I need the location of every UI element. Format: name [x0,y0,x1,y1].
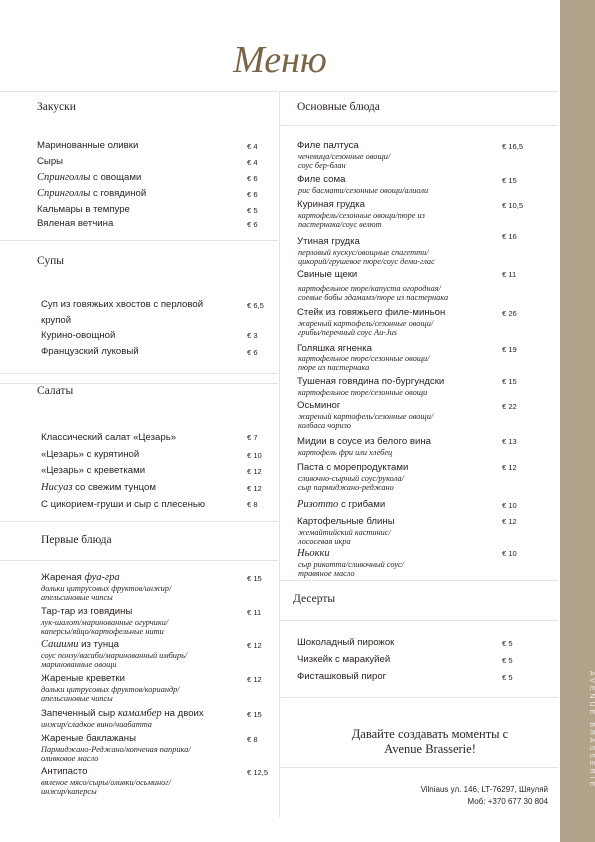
menu-item-price: € 10 [502,501,517,510]
menu-item-price: € 8 [247,735,258,744]
menu-item-price: € 7 [247,433,258,442]
menu-item: Ньокки [297,548,330,559]
menu-item-price: € 16 [502,232,517,241]
menu-item-price: € 11 [247,608,262,617]
menu-item-description: чечевица/сезонные овощи/ соус бер-блан [298,152,391,170]
page-title: Меню [233,39,327,81]
menu-item-description: жареный картофель/сезонные овощи/ грибы/перечный соус Au-Jus [298,319,434,337]
menu-item-price: € 6 [247,174,258,183]
phone: Моб: +370 677 30 804 [467,797,548,806]
menu-item-price: € 10,5 [502,201,524,210]
divider [0,373,278,374]
menu-item-price: € 6 [247,348,258,357]
divider [280,620,558,621]
menu-item-price: € 16,5 [502,142,524,151]
divider [0,91,278,92]
menu-item-price: € 15 [502,176,517,185]
menu-item-description: сливочно-сырный соус/рукола/ сыр пармиджано-реджано [298,474,404,492]
menu-item-description: картофельное пюре/сезонные овощи [298,388,428,397]
menu-item: Паста с морепродуктами [297,462,409,473]
menu-item-price: € 12 [247,675,262,684]
menu-item-description: инжир/сладкое вино/чиабатта [41,720,152,729]
menu-item: Шоколадный пирожок [297,637,395,648]
menu-item: Курино-овощной [41,330,116,341]
section-heading-mains: Основные блюда [297,101,380,113]
menu-item: Свиные щеки [297,269,358,280]
menu-item: Жареная фуа-гра [41,572,120,583]
menu-item-description: вяленое мясо/сыры/оливки/осьминог/ инжир/каперсы [41,778,171,796]
menu-item: Картофельные блины [297,516,395,527]
section-heading-desserts: Десерты [293,593,336,605]
menu-item: Мидии в соусе из белого вина [297,436,431,447]
menu-item-description: рис басмати/сезонные овощи/алиоли [298,186,429,195]
menu-item: Жареные баклажаны [41,733,136,744]
brand-vertical-text: AVENUE BRASSERIE [588,670,595,790]
menu-item: Спринголлы с говядиной [37,188,147,199]
divider [280,91,558,92]
menu-item-price: € 13 [502,437,517,446]
menu-item-price: € 5 [247,206,258,215]
menu-item: Фисташковый пирог [297,671,387,682]
menu-item: Утиная грудка [297,236,360,247]
menu-item: Ризотто с грибами [297,499,386,510]
menu-item: «Цезарь» с курятиной [41,449,140,460]
menu-item-price: € 10 [247,451,262,460]
menu-item: Запеченный сыр камамбер на двоих [41,708,204,719]
menu-item-price: € 12 [502,463,517,472]
menu-item-price: € 5 [502,673,513,682]
menu-item: Спринголлы с овощами [37,172,142,183]
divider [280,580,558,581]
menu-item-description: сыр рикотта/сливочный соус/ травяное масло [298,560,404,578]
menu-item: Классический салат «Цезарь» [41,432,177,443]
menu-item: Филе сома [297,174,346,185]
menu-item-description: картофель/сезонные овощи/пюре из пастернака/соус велют [298,211,425,229]
menu-item: Жареные креветки [41,673,125,684]
tagline: Давайте создавать моменты с Avenue Brasserie! [351,727,509,756]
column-divider [279,91,280,817]
section-heading-salads: Салаты [37,385,74,397]
menu-item-description: перловый кускус/овощные спагетти/ цикорий/грушевое пюре/соус деми-глас [298,248,435,266]
menu-item-price: € 15 [502,377,517,386]
divider [0,383,278,384]
divider [280,697,558,698]
menu-item: Осьминог [297,400,341,411]
menu-item: Антипасто [41,766,88,777]
menu-item: Филе палтуса [297,140,359,151]
menu-item-price: € 12 [247,467,262,476]
menu-item-price: € 12,5 [247,768,269,777]
menu-item: Маринованные оливки [37,140,139,151]
menu-item-price: € 26 [502,309,517,318]
menu-item: Сыры [37,156,64,167]
menu-item-description: дольки цитрусовых фруктов/инжир/ апельсиновые чипсы [41,584,172,602]
menu-item-price: € 11 [502,270,517,279]
menu-item-description: картофельное пюре/капуста огородная/ соевые бобы эдамамэ/пюре из пастернака [298,284,449,302]
menu-item-description: Пармиджано-Реджано/копченая паприка/ оливковое масло [41,745,191,763]
section-heading-starters: Закуски [37,101,76,113]
menu-item: Тар-тар из говядины [41,606,133,617]
menu-item-description: жареный картофель/сезонные овощи/ колбаса чоризо [298,412,434,430]
menu-item: Чизкейк с маракуйей [297,654,391,665]
menu-item-price: € 12 [502,517,517,526]
divider [280,125,558,126]
address: Vilniaus ул. 146, LT-76297, Шяуляй [420,785,548,794]
divider [0,521,278,522]
menu-item: Голяшка ягненка [297,343,372,354]
menu-item-description: картофельное пюре/сезонные овощи/ пюре из пастернака [298,354,430,372]
menu-item: Стейк из говяжьего филе-миньон [297,307,446,318]
menu-item-description: картофель фри или хлебец [298,448,393,457]
menu-item: Кальмары в темпуре [37,204,130,215]
menu-item: Вяленая ветчина [37,218,114,229]
menu-item: Нисуаз со свежим тунцом [41,482,156,493]
menu-item-description: жемайтийский кастинис/ лососевая икра [298,528,391,546]
menu-item-price: € 3 [247,331,258,340]
divider [0,240,278,241]
menu-item: Сашими из тунца [41,639,119,650]
menu-item-price: € 4 [247,142,258,151]
menu-item-price: € 6,5 [247,301,264,310]
menu-item: С цикорием-груши и сыр с плесенью [41,499,206,510]
menu-item-price: € 5 [502,639,513,648]
menu-item: Французский луковый [41,346,139,357]
menu-item-price: € 12 [247,641,262,650]
menu-item-price: € 22 [502,402,517,411]
menu-item: «Цезарь» с креветками [41,465,146,476]
menu-item-price: € 15 [247,710,262,719]
menu-item-price: € 6 [247,190,258,199]
menu-item: Куриная грудка [297,199,366,210]
menu-item-price: € 15 [247,574,262,583]
menu-item-price: € 10 [502,549,517,558]
menu-item: Тушеная говядина по-бургундски [297,376,445,387]
section-heading-soups: Супы [37,255,65,267]
menu-item-description: лук-шалот/маринованные огурчики/ каперсы/яйцо/картофельные нити [41,618,169,636]
menu-item-price: € 5 [502,656,513,665]
divider [0,560,278,561]
section-heading-first-courses: Первые блюда [41,534,112,546]
menu-item-description: дольки цитрусовых фруктов/кориандр/ апельсиновые чипсы [41,685,180,703]
menu-item-price: € 12 [247,484,262,493]
menu-item-description: соус понзу/васаби/маринованный имбирь/ маринованные овощи [41,651,188,669]
menu-item-price: € 4 [247,158,258,167]
menu-item: Суп из говяжьих хвостов с перловой крупой [41,299,204,326]
divider [280,767,558,768]
menu-item-price: € 19 [502,345,517,354]
menu-item-price: € 8 [247,500,258,509]
menu-item-price: € 6 [247,220,258,229]
